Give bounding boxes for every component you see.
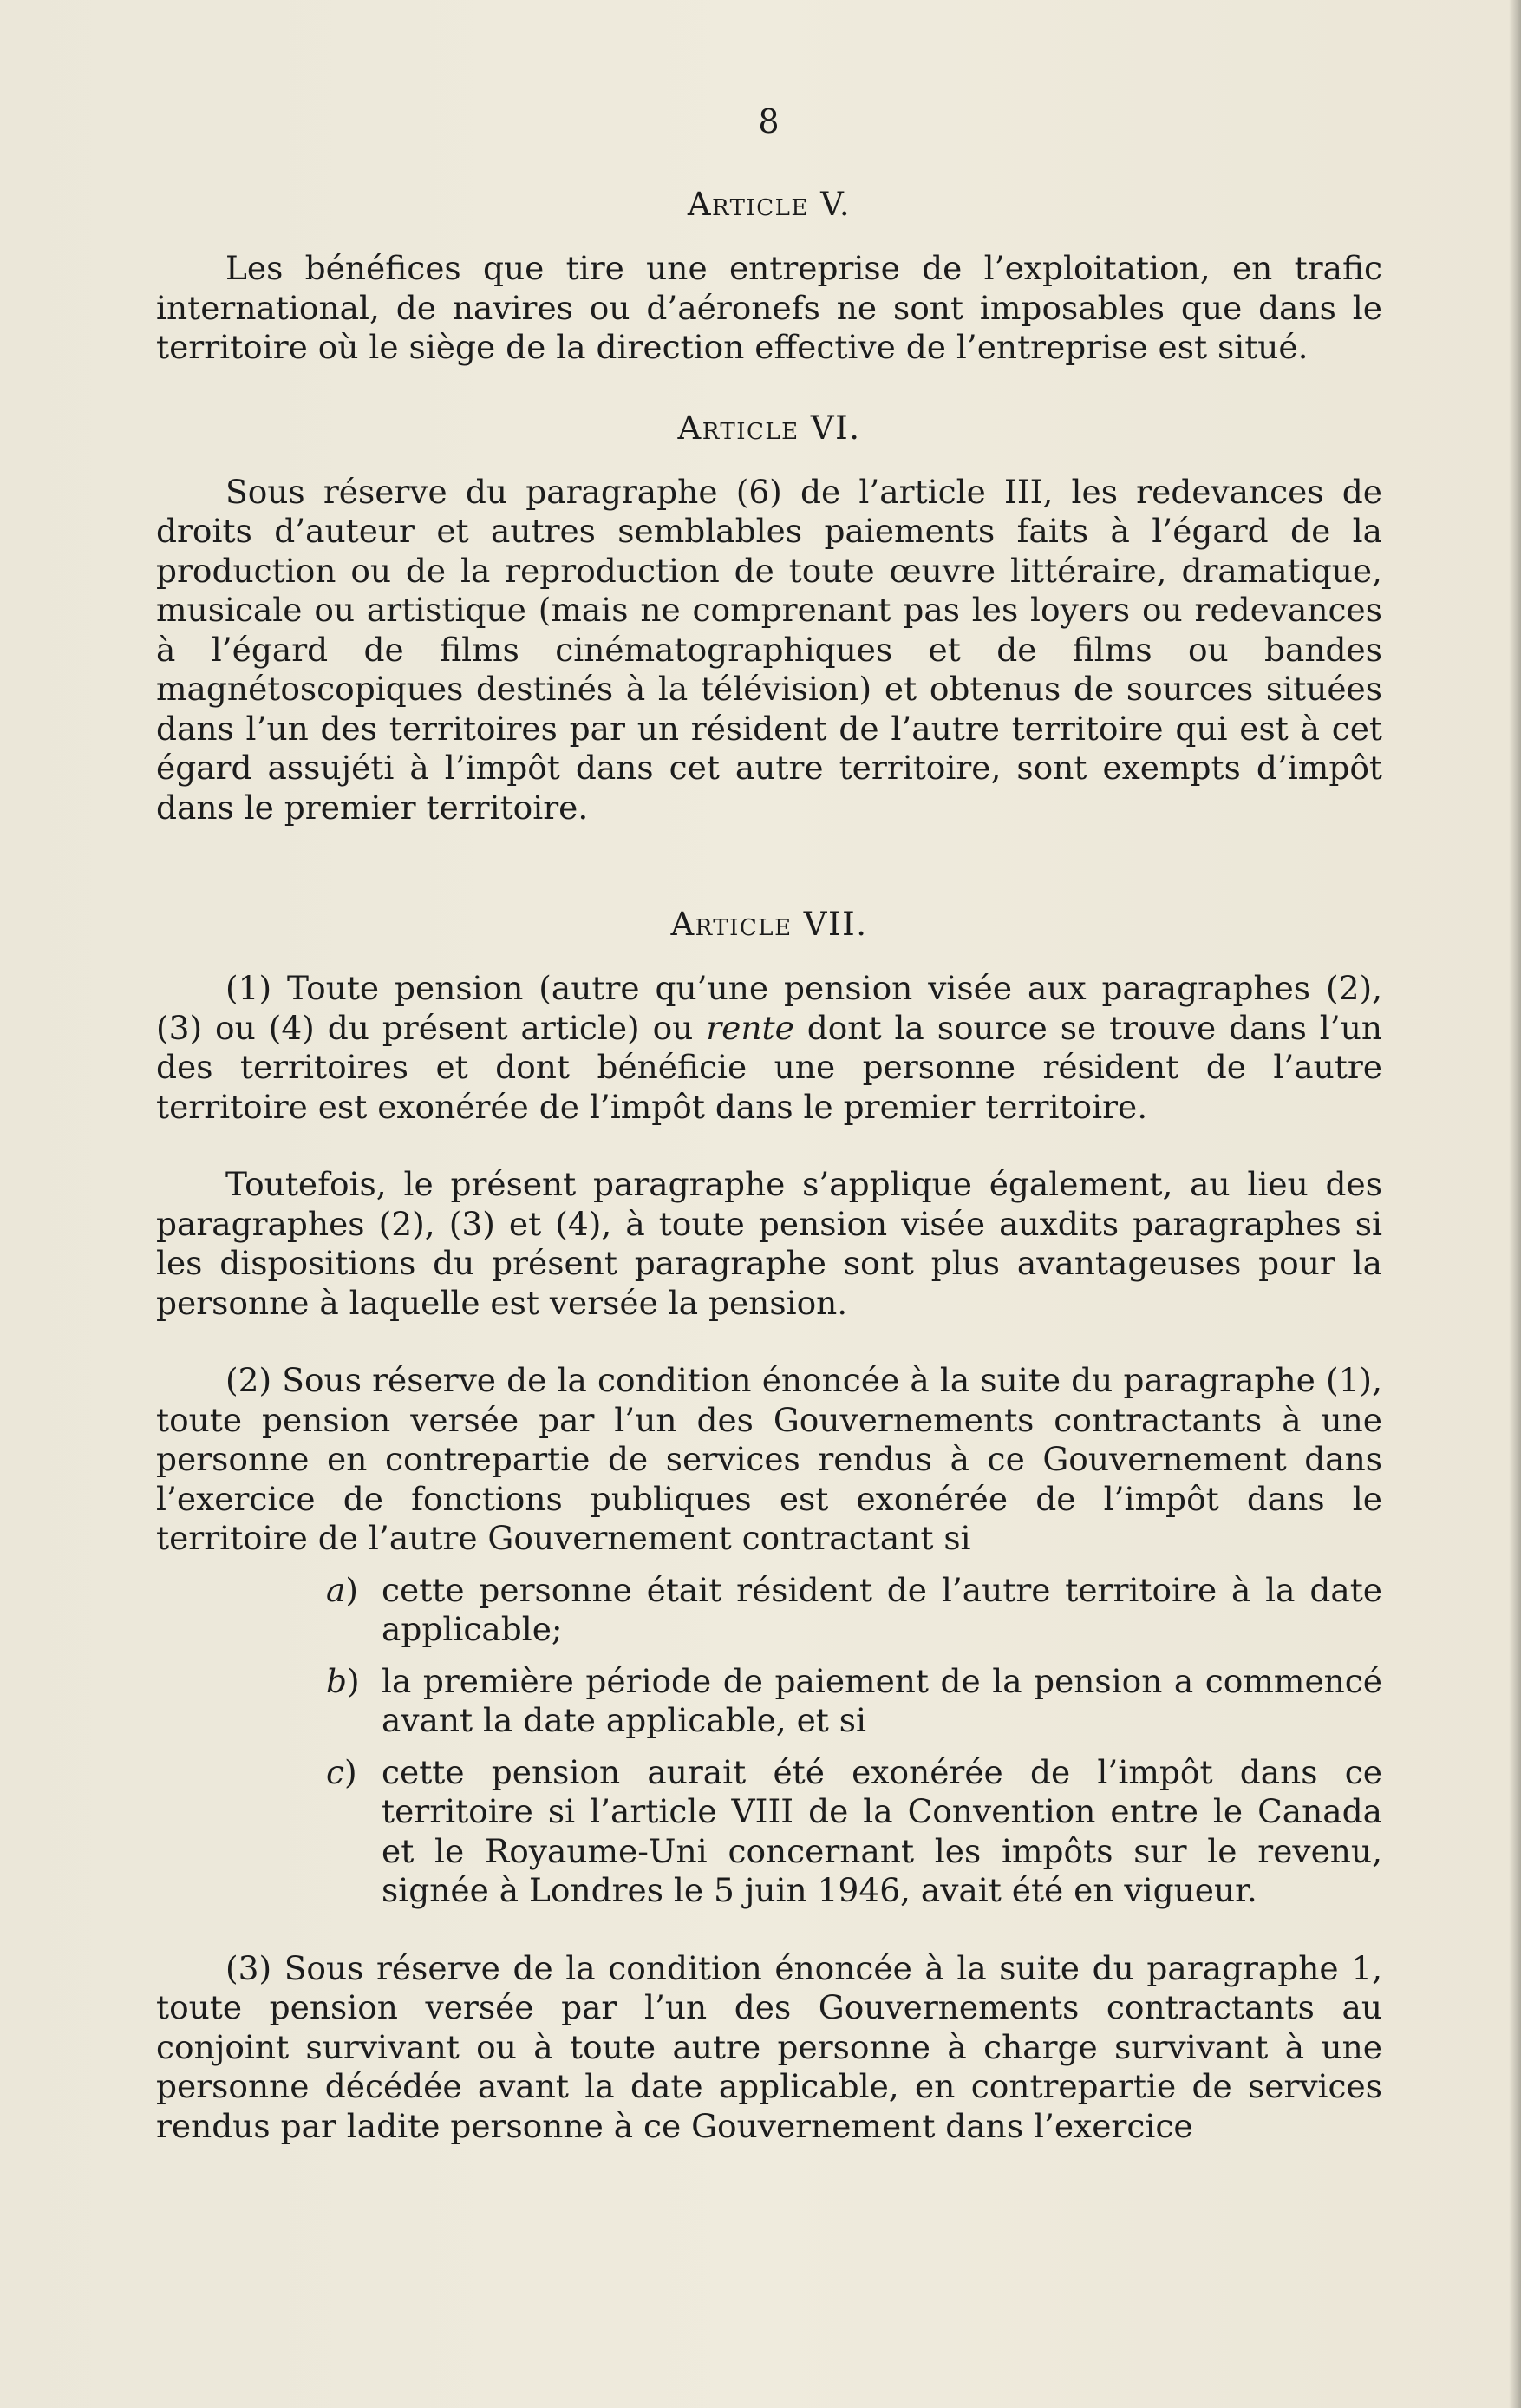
article-vii-heading: Article VII. [670, 906, 868, 943]
document-content [156, 102, 1382, 2184]
article-v-paragraph: Les bénéfices que tire une entreprise de l’exploitation, en trafic international, de navires ou d’aéronefs ne sont imposables que dans le territoire où le siège de la direction effective de l’entreprise est situé. [156, 249, 1382, 366]
article-vi-heading: Article VI. [677, 409, 861, 447]
article-vii-paragraph-2: Toutefois, le présent paragraphe s’applique également, au lieu des paragraphes (2), (3) et (4), à toute pension visée auxdits paragraphes si les dispositions du présent paragraphe sont plus avantageuses pour la personne à laquelle est versée la pension. [156, 1165, 1382, 1322]
list-item-marker: b) [326, 1661, 360, 1700]
article-vii-p1-after: dont la source se trouve dans l’un des territoires et dont bénéficie une personne résident de l’autre territoire est exonérée de l’impôt dans le premier territoire. [156, 1008, 1382, 1126]
list-item-letter: b [326, 1661, 348, 1700]
list-item [156, 1571, 1382, 1650]
article-vi-paragraph: Sous réserve du paragraphe (6) de l’article III, les redevances de droits d’auteur et autres semblables paiements faits à l’égard de la production ou de la reproduction de toute œuvre littéraire, dramatique, musicale ou artistique (mais ne comprenant pas les loyers ou redevances à l’égard de films cinématographiques et de films ou bandes magnétoscopiques destinés à la télévision) et obtenus de sources situées dans l’un des territoires par un résident de l’autre territoire qui est à cet égard assujéti à l’impôt dans cet autre territoire, sont exempts d’impôt dans le premier territoire. [156, 472, 1382, 827]
list-item [156, 1662, 1382, 1741]
article-v-heading: Article V. [687, 186, 852, 223]
article-vii-p1-italic: rente [706, 1008, 794, 1047]
list-item-marker: c) [326, 1752, 357, 1791]
article-vii-paragraph-4: (3) Sous réserve de la condition énoncée à la suite du paragraphe 1, toute pension versée par l’un des Gouvernements contractants au conjoint survivant ou à toute autre personne à charge survivant à une personne décédée avant la date applicable, en contrepartie de services rendus par ladite personne à ce Gouvernement dans l’exercice [156, 1948, 1382, 2145]
page-number: 8 [758, 102, 780, 141]
list-item-marker: a) [326, 1570, 358, 1609]
list-item-text: cette personne était résident de l’autre territoire à la date applicable; [382, 1570, 1382, 1648]
article-vii-paragraph-3: (2) Sous réserve de la condition énoncée à la suite du paragraphe (1), toute pension versée par l’un des Gouvernements contractants à une personne en contrepartie de services rendus à ce Gouvernement dans l’exercice de fonctions publiques est exonérée de l’impôt dans le territoire de l’autre Gouvernement contractant si [156, 1361, 1382, 1557]
list-item-text: la première période de paiement de la pension a commencé avant la date applicable, et si [382, 1661, 1382, 1739]
article-vii-list [156, 1571, 1382, 1911]
article-vii-paragraph-1 [156, 969, 1382, 1127]
list-item-letter: a [326, 1570, 346, 1609]
list-item-letter: c [326, 1752, 345, 1791]
list-item [156, 1753, 1382, 1911]
page-edge-shadow [1509, 0, 1521, 2408]
list-item-text: cette pension aurait été exonérée de l’impôt dans ce territoire si l’article VIII de la Convention entre le Canada et le Royaume-Uni concernant les impôts sur le revenu, signée à Londres le 5 juin 1946, avait été en vigueur. [382, 1752, 1382, 1909]
article-vii-p1-before: (1) Toute pension (autre qu’une pension visée aux paragraphes (2), (3) ou (4) du présent article) ou [156, 969, 1382, 1047]
